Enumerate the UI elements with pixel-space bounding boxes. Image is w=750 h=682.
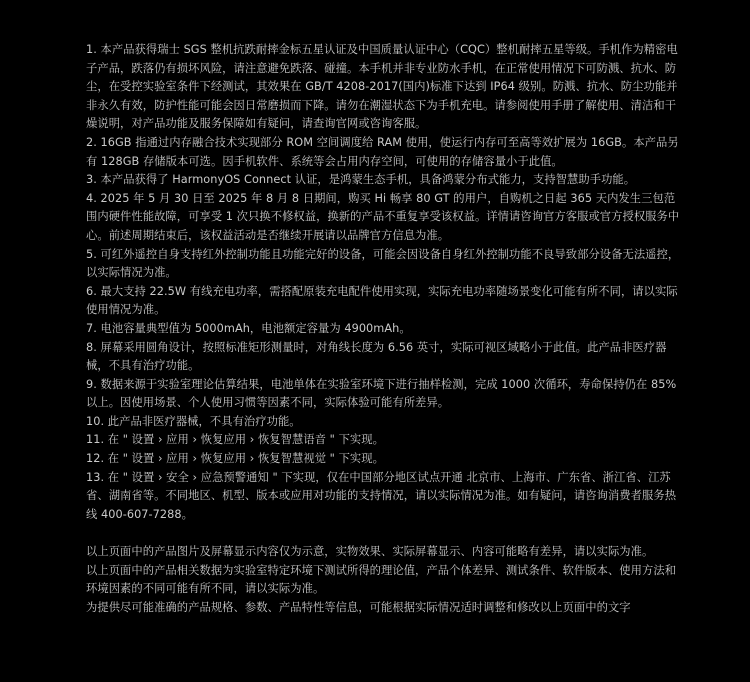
note-6: 6. 最大支持 22.5W 有线充电功率，需搭配原装充电配件使用实现，实际充电功率随场景变化可能有所不同，请以实际使用情况为准。 — [86, 284, 678, 317]
note-8: 8. 屏幕采用圆角设计，按照标准矩形测量时，对角线长度为 6.56 英寸，实际可视区域略小于此值。此产品非医疗器械，不具有治疗功能。 — [86, 340, 667, 373]
note-7: 7. 电池容量典型值为 5000mAh，电池额定容量为 4900mAh。 — [86, 321, 411, 335]
footer-disclaimer-specs: 为提供尽可能准确的产品规格、参数、产品特性等信息，可能根据实际情况适时调整和修改以上页面中的文字 — [86, 600, 631, 614]
disclaimer-section — [86, 41, 686, 617]
note-1: 1. 本产品获得瑞士 SGS 整机抗跌耐摔金标五星认证及中国质量认证中心（CQC）整机耐摔五星等级。手机作为精密电子产品，跌落仍有损坏风险，请注意避免跌落、碰撞。本手机并非专业防水手机，在正常使用情况下可防溅、抗水、防尘，在受控实验室条件下经测试，其效果在 GB/T 4208-2017(国内)标准下达到 IP64 级别。防溅、抗水、防尘功能并非永久有效，防护性能可能会因日常磨损而下降。请勿在潮湿状态下为手机充电。请参阅使用手册了解使用、清洁和干燥说明，对产品功能及服务保障如有疑问，请查询官网或咨询客服。 — [86, 43, 678, 131]
note-4: 4. 2025 年 5 月 30 日至 2025 年 8 月 8 日期间，购买 Hi 畅享 80 GT 的用户，自购机之日起 365 天内发生三包范围内硬件性能故障，可享受 1 次只换不修权益，换新的产品不重复享受该权益。详情请咨询官方客服或官方授权服务中心。前述周期结束后，该权益活动是否继续开展请以品牌官方信息为准。 — [86, 191, 680, 242]
section-spacer — [86, 524, 686, 543]
note-13: 13. 在 " 设置 › 安全 › 应急预警通知 " 下实现，仅在中国部分地区试点开通 北京市、上海市、广东省、浙江省、江苏省、湖南省等。不同地区、机型、版本或应用对功能的支持情况，请以实际情况为准。如有疑问，请咨询消费者服务热线 400-607-7288。 — [86, 470, 677, 521]
note-11: 11. 在 " 设置 › 应用 › 恢复应用 › 恢复智慧语音 " 下实现。 — [86, 433, 384, 447]
note-2: 2. 16GB 指通过内存融合技术实现部分 ROM 空间调度给 RAM 使用，使运行内存可至高等效扩展为 16GB。本产品另有 128GB 存储版本可选。因手机软件、系统等会占用内存空间，可使用的存储容量小于此值。 — [86, 135, 679, 168]
note-9: 9. 数据来源于实验室理论估算结果，电池单体在实验室环境下进行抽样检测，完成 1000 次循环，寿命保持仍在 85% 以上。因使用场景、个人使用习惯等因素不同，实际体验可能有所差异。 — [86, 377, 677, 410]
note-3: 3. 本产品获得了 HarmonyOS Connect 认证，是鸿蒙生态手机，具备鸿蒙分布式能力，支持智慧助手功能。 — [86, 173, 636, 187]
note-5: 5. 可红外遥控自身支持红外控制功能且功能完好的设备，可能会因设备自身红外控制功能不良导致部分设备无法遥控，以实际情况为准。 — [86, 247, 680, 280]
note-10: 10. 此产品非医疗器械，不具有治疗功能。 — [86, 414, 301, 428]
footer-disclaimer-data: 以上页面中的产品相关数据为实验室特定环境下测试所得的理论值，产品个体差异、测试条件、软件版本、使用方法和环境因素的不同可能有所不同，请以实际为准。 — [86, 563, 677, 596]
note-12: 12. 在 " 设置 › 应用 › 恢复应用 › 恢复智慧视觉 " 下实现。 — [86, 452, 384, 466]
footer-disclaimer-images: 以上页面中的产品图片及屏幕显示内容仅为示意，实物效果、实际屏幕显示、内容可能略有差异，请以实际为准。 — [86, 545, 654, 559]
